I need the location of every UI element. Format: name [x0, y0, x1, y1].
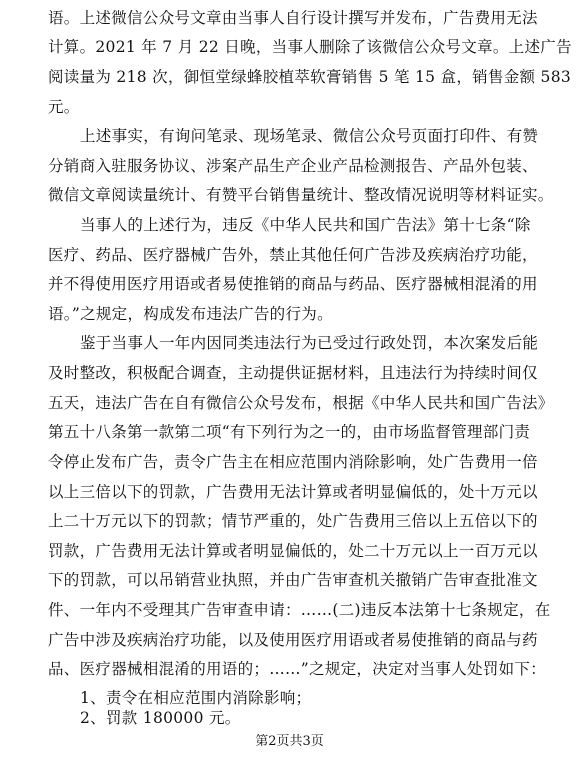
paragraph-4-line-3: 五天，违法广告在自有微信公众号发布，根据《中华人民共和国广告法》 [48, 394, 554, 412]
paragraph-1-line-4: 元。 [48, 98, 80, 116]
paragraph-4-line-4: 第五十八条第一款第二项“有下列行为之一的，由市场监督管理部门责 [48, 423, 531, 441]
paragraph-3-line-4: 语。”之规定，构成发布违法广告的行为。 [48, 305, 333, 323]
paragraph-4-line-7: 上二十万元以下的罚款；情节严重的，处广告费用三倍以上五倍以下的 [48, 512, 538, 530]
paragraph-4-line-11: 广告中涉及疾病治疗功能，以及使用医疗用语或者易使推销的商品与药 [48, 631, 538, 649]
paragraph-4-line-12: 品、医疗器械相混淆的用语的；……”之规定，决定对当事人处罚如下： [48, 660, 547, 678]
paragraph-4-line-2: 及时整改，积极配合调查，主动提供证据材料，且违法行为持续时间仅 [48, 364, 538, 382]
paragraph-4-line-6: 以上三倍以下的罚款，广告费用无法计算或者明显偏低的，处十万元以 [48, 483, 538, 501]
paragraph-1-line-3: 阅读量为 218 次，御恒堂绿蜂胶植萃软膏销售 5 笔 15 盒，销售金额 583 [48, 68, 572, 86]
paragraph-3-line-1: 当事人的上述行为，违反《中华人民共和国广告法》第十七条“除 [80, 216, 531, 234]
paragraph-4-line-10: 件、一年内不受理其广告审查申请：……(二)违反本法第十七条规定，在 [48, 601, 551, 619]
paragraph-4-line-9: 下的罚款，可以吊销营业执照，并由广告审查机关撤销广告审查批准文 [48, 571, 538, 589]
paragraph-2-line-2: 分销商入驻服务协议、涉案产品生产企业产品检测报告、产品外包装、 [48, 157, 538, 175]
paragraph-2-line-3: 微信文章阅读量统计、有赞平台销售量统计、整改情况说明等材料证实。 [48, 186, 554, 204]
paragraph-4-line-8: 罚款，广告费用无法计算或者明显偏低的，处二十万元以上一百万元以 [48, 542, 538, 560]
paragraph-3-line-3: 并不得使用医疗用语或者易使推销的商品与药品、医疗器械相混淆的用 [48, 275, 538, 293]
paragraph-2-line-1: 上述事实，有询问笔录、现场笔录、微信公众号页面打印件、有赞 [80, 127, 539, 145]
paragraph-1-line-2: 计算。2021 年 7 月 22 日晚，当事人删除了该微信公众号文章。上述广告 [48, 38, 572, 56]
penalty-item-2: 2、罚款 180000 元。 [80, 709, 241, 727]
penalty-item-1: 1、责令在相应范围内消除影响； [80, 689, 312, 707]
paragraph-1-line-1: 语。上述微信公众号文章由当事人自行设计撰写并发布，广告费用无法 [48, 9, 538, 27]
paragraph-4-line-1: 鉴于当事人一年内因同类违法行为已受过行政处罚，本次案发后能 [80, 334, 539, 352]
page-number-footer: 第2页共3页 [255, 734, 324, 749]
paragraph-4-line-5: 令停止发布广告，责令广告主在相应范围内消除影响，处广告费用一倍 [48, 453, 538, 471]
paragraph-3-line-2: 医疗、药品、医疗器械广告外，禁止其他任何广告涉及疾病治疗功能， [48, 246, 538, 264]
